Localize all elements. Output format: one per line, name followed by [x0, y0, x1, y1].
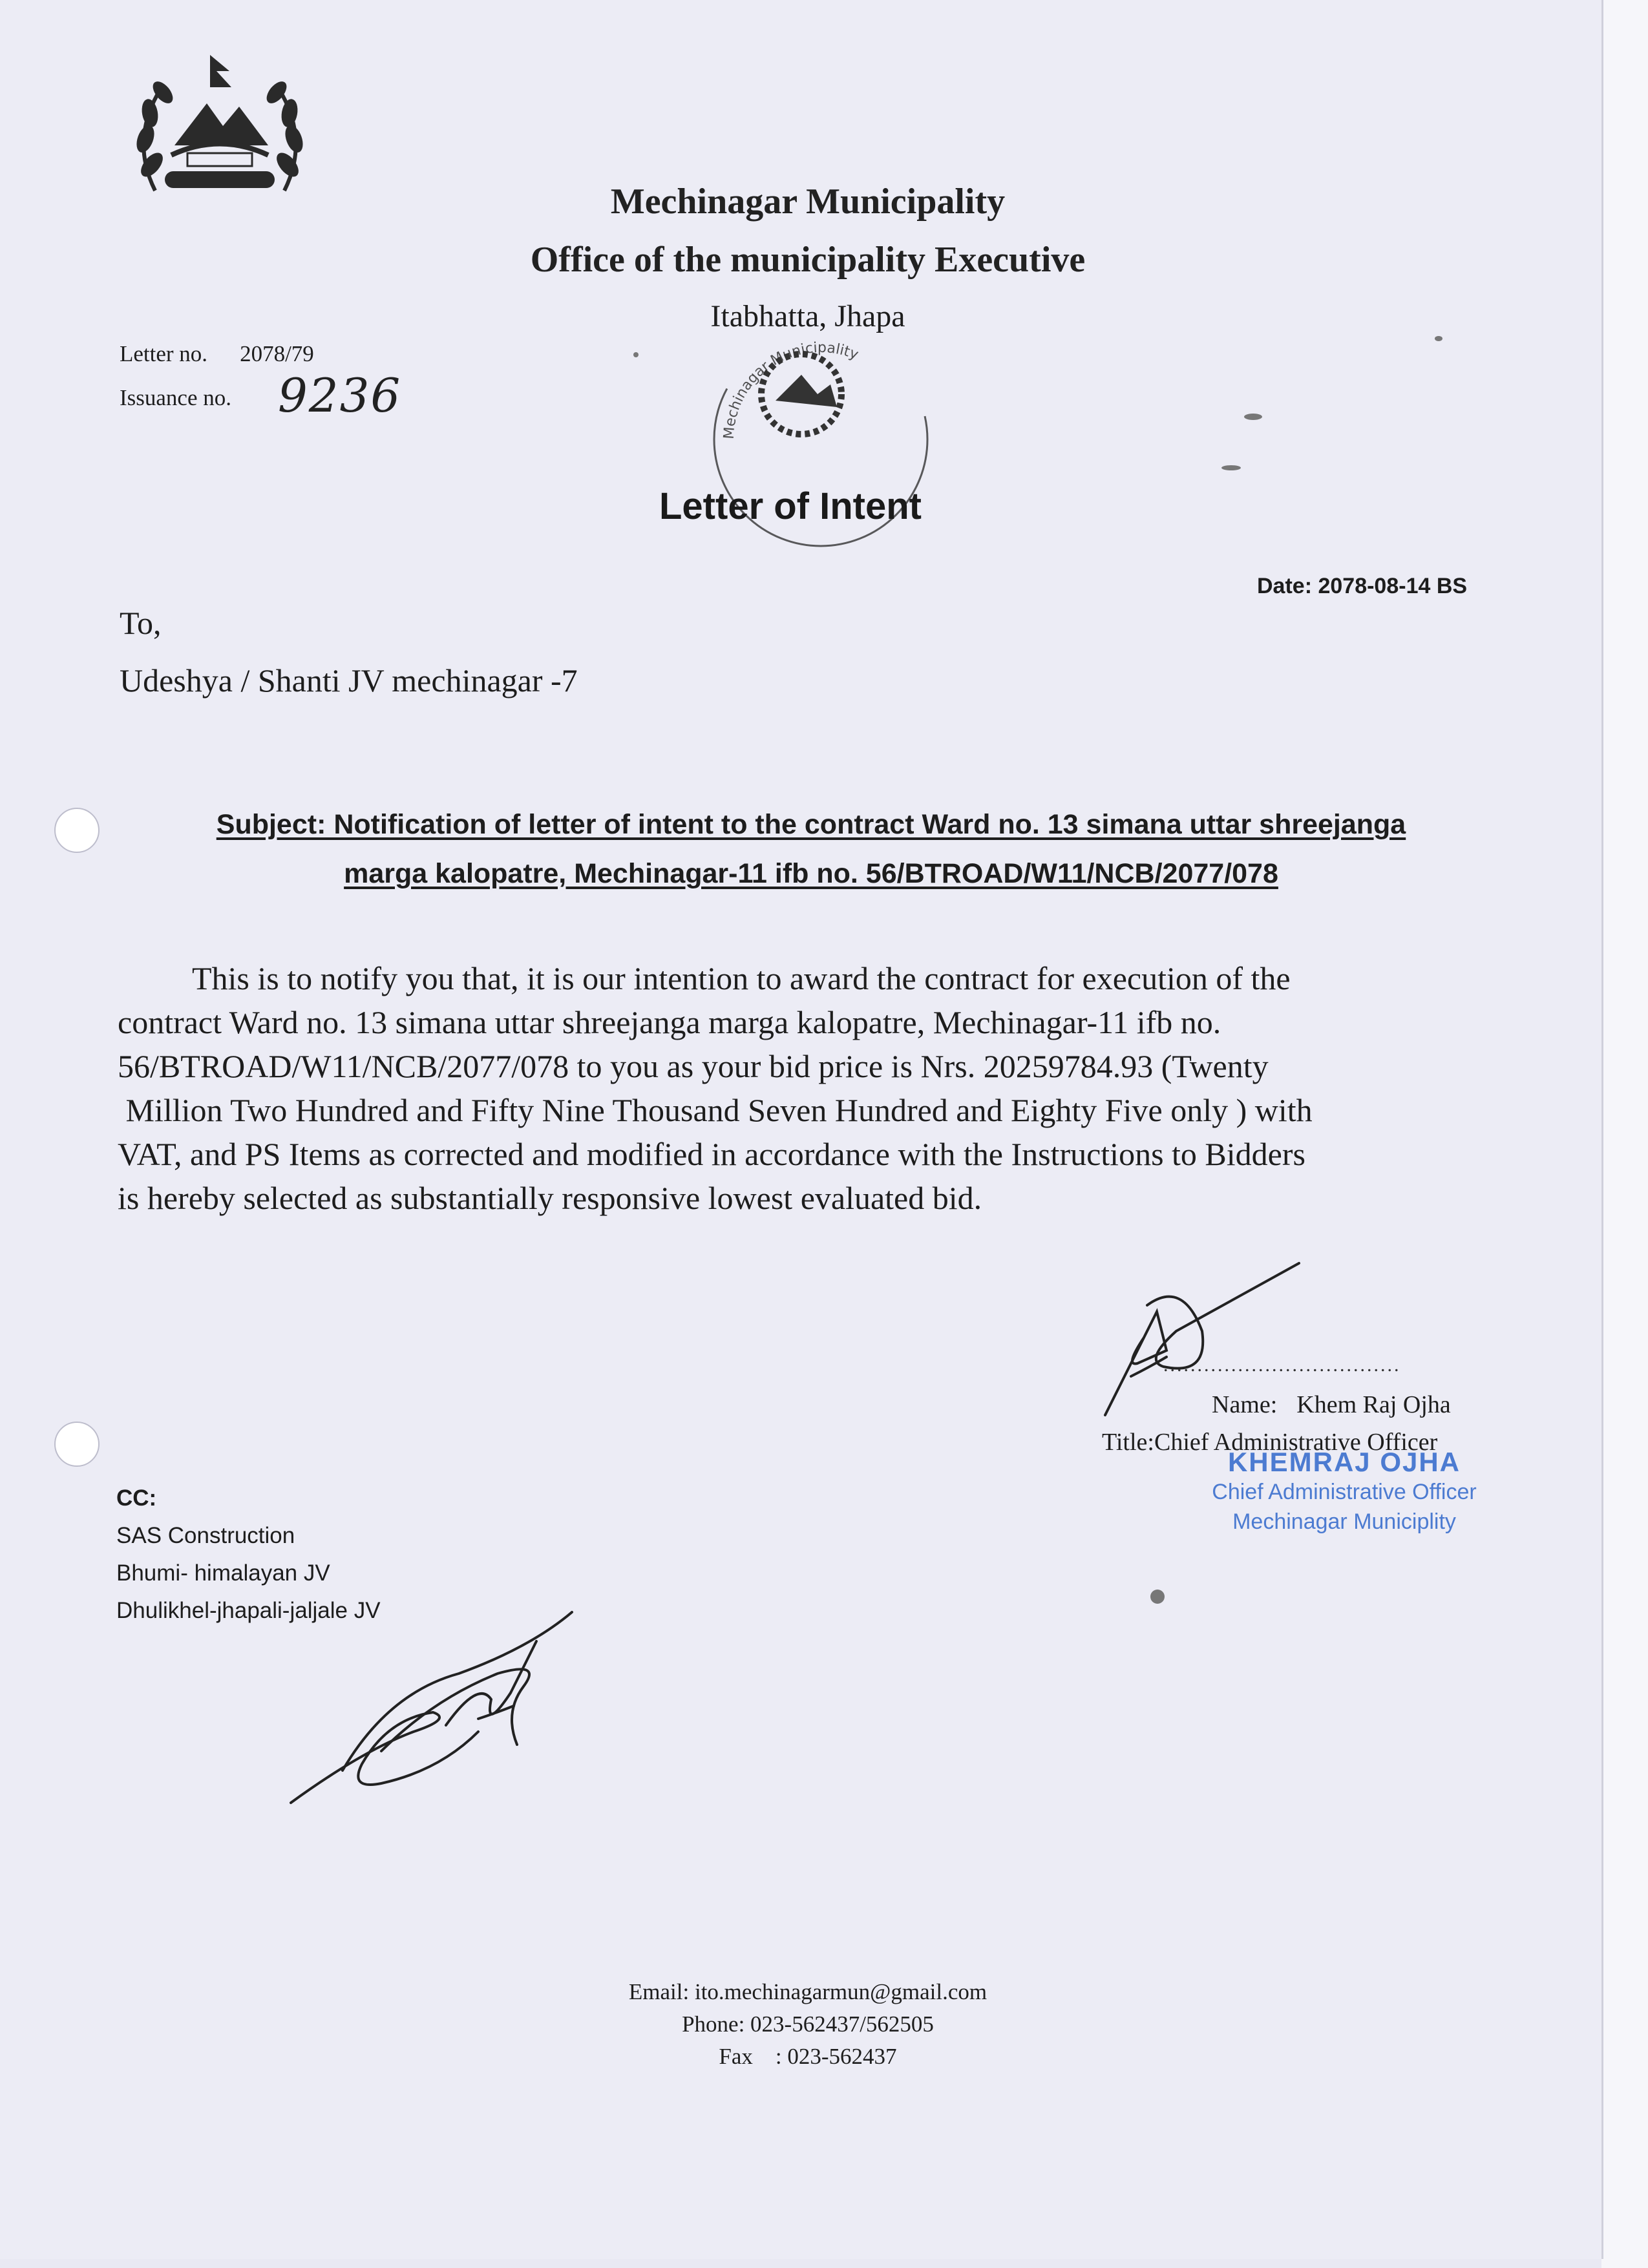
nepal-emblem-icon [116, 42, 323, 216]
letter-no-value: 2078/79 [240, 341, 314, 366]
recipient-name: Udeshya / Shanti JV mechinagar -7 [120, 662, 578, 698]
stamp-org: Mechinagar Municiplity [1232, 1509, 1456, 1534]
cc-item: Dhulikhel-jhapali-jaljale JV [116, 1598, 381, 1623]
punch-hole [54, 1422, 100, 1467]
signature-line: ................................... [1163, 1354, 1401, 1376]
subject-line-2: marga kalopatre, Mechinagar-11 ifb no. 56/BTROAD/W11/NCB/2077/078 [344, 858, 1278, 889]
body-line: is hereby selected as substantially responsive lowest evaluated bid. [118, 1180, 982, 1216]
body-line: This is to notify you that, it is our intention to award the contract for execution of the [192, 960, 1291, 996]
name-label: Name: [1212, 1391, 1278, 1418]
body-line: VAT, and PS Items as corrected and modified in accordance with the Instructions to Bidders [118, 1136, 1305, 1172]
body-line: 56/BTROAD/W11/NCB/2077/078 to you as your bid price is Nrs. 20259784.93 (Twenty [118, 1048, 1269, 1084]
org-name: Mechinagar Municipality [610, 182, 1006, 222]
body-line: contract Ward no. 13 simana uttar shreejanga marga kalopatre, Mechinagar-11 ifb no. [118, 1004, 1221, 1040]
scan-edge [1601, 0, 1648, 2268]
document-title: Letter of Intent [659, 485, 922, 527]
scan-speck [1221, 465, 1241, 470]
cc-item: SAS Construction [116, 1523, 295, 1548]
cc-label: CC: [116, 1486, 157, 1511]
letter-no-label: Letter no. [120, 341, 208, 366]
office-address: Itabhatta, Jhapa [710, 299, 905, 333]
subject-line-1: Subject: Notification of letter of intent to the contract Ward no. 13 simana uttar shreejanga [216, 809, 1406, 840]
officer-stamp [1202, 1447, 1486, 1537]
name-value: Khem Raj Ojha [1296, 1391, 1451, 1418]
scan-speck [1150, 1590, 1165, 1604]
footer-fax: Fax : 023-562437 [719, 2044, 897, 2069]
seal-text: Mechinagar Municipality [721, 339, 861, 440]
cc-item: Bhumi- himalayan JV [116, 1560, 330, 1586]
subject-line [116, 800, 1506, 898]
footer-phone: Phone: 023-562437/562505 [682, 2011, 934, 2037]
letter-date: Date: 2078-08-14 BS [1257, 574, 1468, 598]
scan-speck [1435, 336, 1442, 341]
stamp-title: Chief Administrative Officer [1212, 1480, 1477, 1504]
office-name: Office of the municipality Executive [530, 240, 1086, 280]
signatory-name [1212, 1391, 1451, 1419]
to-label: To, [120, 605, 162, 641]
issuance-number-handwritten: 9236 [278, 368, 402, 423]
letter-number [120, 341, 314, 367]
body-line: Million Two Hundred and Fifty Nine Thousand Seven Hundred and Eighty Five only ) with [118, 1092, 1313, 1128]
stamp-name: KHEMRAJ OJHA [1227, 1447, 1461, 1477]
scan-speck [633, 352, 639, 357]
signatory-title: Title:Chief Administrative Officer [1102, 1429, 1438, 1456]
footer-email: Email: ito.mechinagarmun@gmail.com [628, 1979, 988, 2004]
scan-speck [1244, 414, 1262, 420]
letter-body [118, 956, 1488, 1220]
contact-footer [517, 1976, 1099, 2073]
punch-hole [54, 808, 100, 853]
issuance-number-label: Issuance no. [120, 385, 232, 410]
second-signature [284, 1602, 595, 1816]
